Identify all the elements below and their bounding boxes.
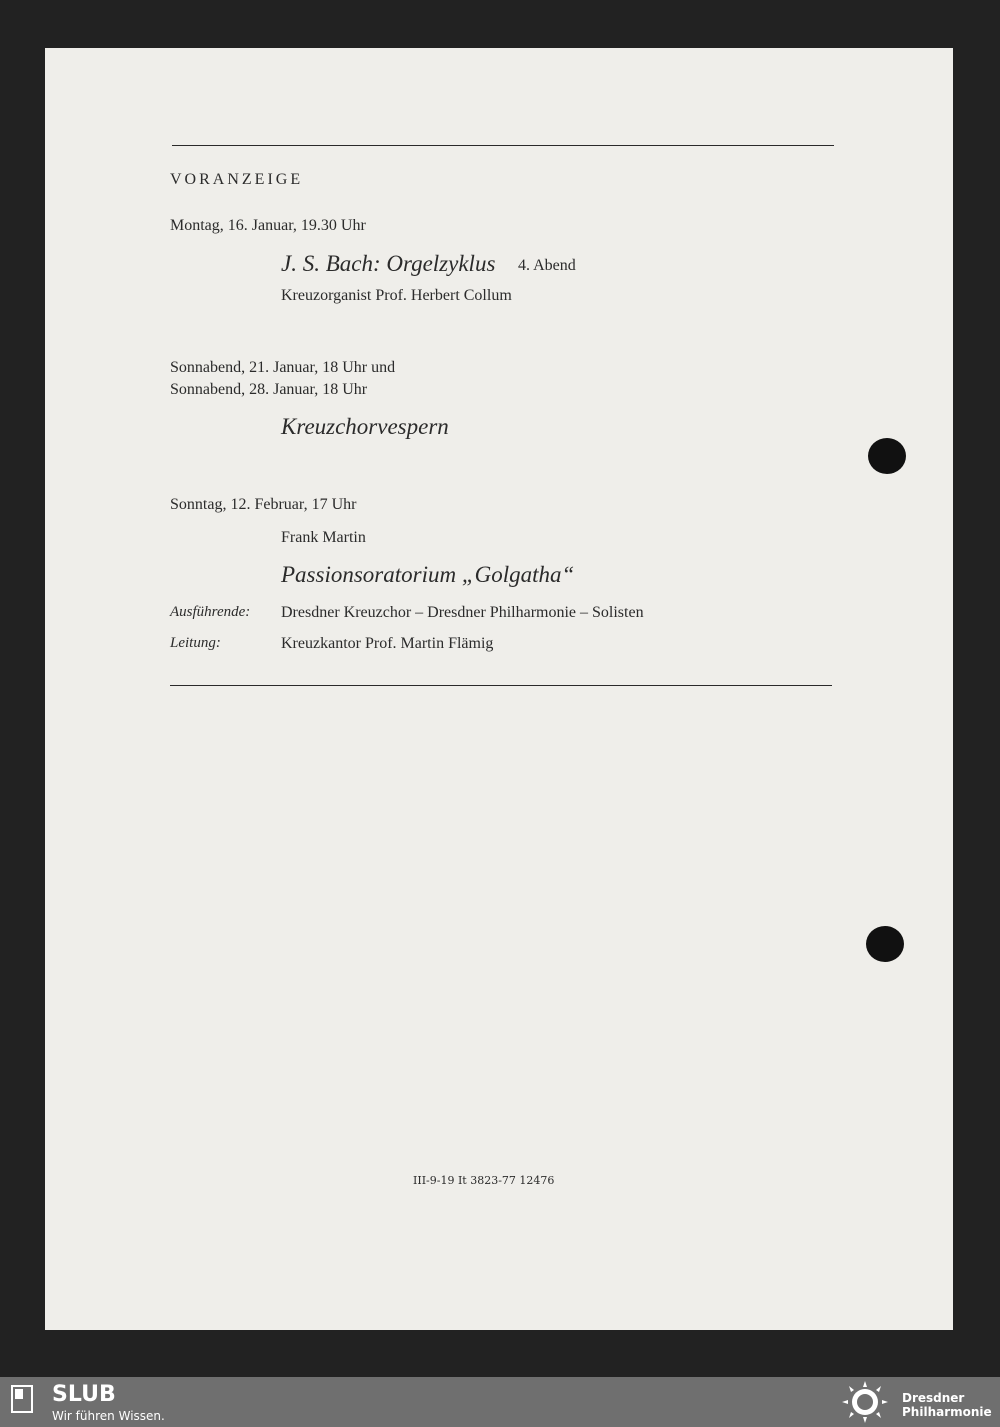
punch-hole-bottom bbox=[866, 926, 904, 962]
event-1-title-suffix: 4. Abend bbox=[518, 257, 576, 274]
event-1-date: Montag, 16. Januar, 19.30 Uhr bbox=[170, 217, 366, 234]
event-3-label-performers: Ausführende: bbox=[170, 604, 251, 620]
event-1-title: J. S. Bach: Orgelzyklus bbox=[281, 251, 496, 276]
event-2-date-1: Sonnabend, 21. Januar, 18 Uhr und bbox=[170, 359, 396, 376]
event-3-date: Sonntag, 12. Februar, 17 Uhr bbox=[170, 496, 357, 513]
event-3-performers: Dresdner Kreuzchor – Dresdner Philharmonie – Solisten bbox=[281, 604, 644, 621]
top-rule bbox=[172, 145, 834, 146]
slub-tagline: Wir führen Wissen. bbox=[52, 1409, 165, 1423]
event-3-composer: Frank Martin bbox=[281, 529, 366, 546]
document-page bbox=[45, 48, 953, 1330]
event-2-title: Kreuzchorvespern bbox=[281, 414, 449, 439]
partner-name-line1: Dresdner bbox=[902, 1391, 965, 1405]
dresdner-philharmonie-logo-icon bbox=[840, 1379, 890, 1425]
heading-voranzeige: VORANZEIGE bbox=[170, 171, 304, 188]
event-3-title: Passionsoratorium „Golgatha“ bbox=[281, 562, 575, 587]
event-1-performer: Kreuzorganist Prof. Herbert Collum bbox=[281, 287, 512, 304]
slub-logo-icon bbox=[10, 1384, 34, 1414]
slub-name: SLUB bbox=[52, 1382, 116, 1407]
footer-bar bbox=[0, 1377, 1000, 1427]
event-3-conductor: Kreuzkantor Prof. Martin Flämig bbox=[281, 635, 494, 652]
event-3-label-conductor: Leitung: bbox=[170, 635, 221, 651]
event-2-date-2: Sonnabend, 28. Januar, 18 Uhr bbox=[170, 381, 368, 398]
print-code: III-9-19 It 3823-77 12476 bbox=[413, 1174, 555, 1187]
bottom-rule bbox=[170, 685, 832, 686]
partner-name-line2: Philharmonie bbox=[902, 1405, 992, 1419]
punch-hole-top bbox=[868, 438, 906, 474]
